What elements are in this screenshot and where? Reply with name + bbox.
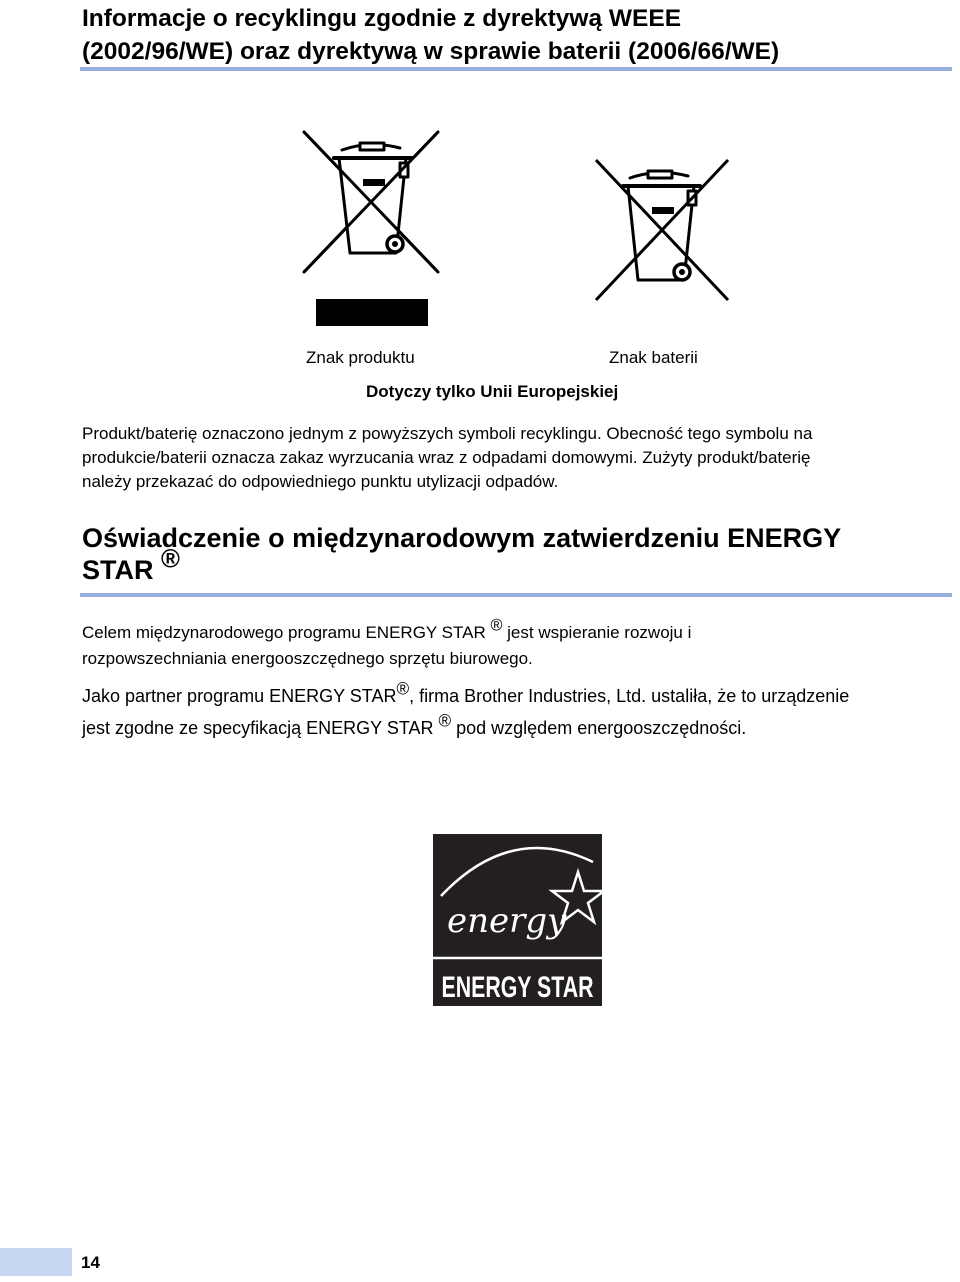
registered-mark: ® [438,711,452,731]
crossed-wheelie-bin-icon [300,128,442,330]
page-number: 14 [81,1253,100,1272]
energy-star-heading [82,522,942,586]
energy-star-paragraph-1 [82,616,952,672]
p2-text: jest zgodne ze specyfikacją ENERGY STAR [82,718,434,738]
weee-heading-line1: Informacje o recyklingu zgodnie z dyrektywą WEEE [82,5,682,32]
weee-heading [82,2,942,68]
p1-text: jest wspieranie rozwoju i [507,623,692,642]
energy-star-logo [433,834,602,1006]
p2-text: Jako partner programu ENERGY STAR [82,686,397,706]
registered-mark: ® [490,616,503,635]
weee-body-line: należy przekazać do odpowiedniego punktu utylizacji odpadów. [82,472,559,491]
registered-mark: ® [161,545,180,574]
weee-body-line: Produkt/baterię oznaczono jednym z powyższych symboli recyklingu. Obecność tego symbolu na [82,424,813,443]
page-number-tab [0,1248,72,1276]
p1-text: Celem międzynarodowego programu ENERGY STAR [82,623,486,642]
weee-body-text [82,422,952,494]
registered-mark: ® [396,679,410,699]
weee-heading-rule [80,67,952,71]
p2-text: pod względem energooszczędności. [456,718,747,738]
p2-text: , firma Brother Industries, Ltd. ustaliła, że to urządzenie [409,686,850,706]
energy-star-paragraph-2 [82,680,952,744]
eu-only-note: Dotyczy tylko Unii Europejskiej [366,382,619,401]
energy-star-heading-line1: Oświadczenie o międzynarodowym zatwierdzeniu ENERGY [82,523,842,553]
crossed-wheelie-bin-icon [592,156,732,304]
weee-body-line: produkcie/baterii oznacza zakaz wyrzucania wraz z odpadami domowymi. Zużyty produkt/baterię [82,448,811,467]
energy-star-heading-rule [80,593,952,597]
energy-star-heading-line2: STAR [82,555,154,585]
battery-symbol-caption: Znak baterii [609,348,698,367]
weee-heading-line2: (2002/96/WE) oraz dyrektywą w sprawie baterii (2006/66/WE) [82,38,780,65]
energy-script-text: energy [447,901,567,941]
p1-text: rozpowszechniania energooszczędnego sprzętu biurowego. [82,649,533,668]
energy-star-label: ENERGY STAR [441,971,594,1004]
product-symbol-caption: Znak produktu [306,348,415,367]
